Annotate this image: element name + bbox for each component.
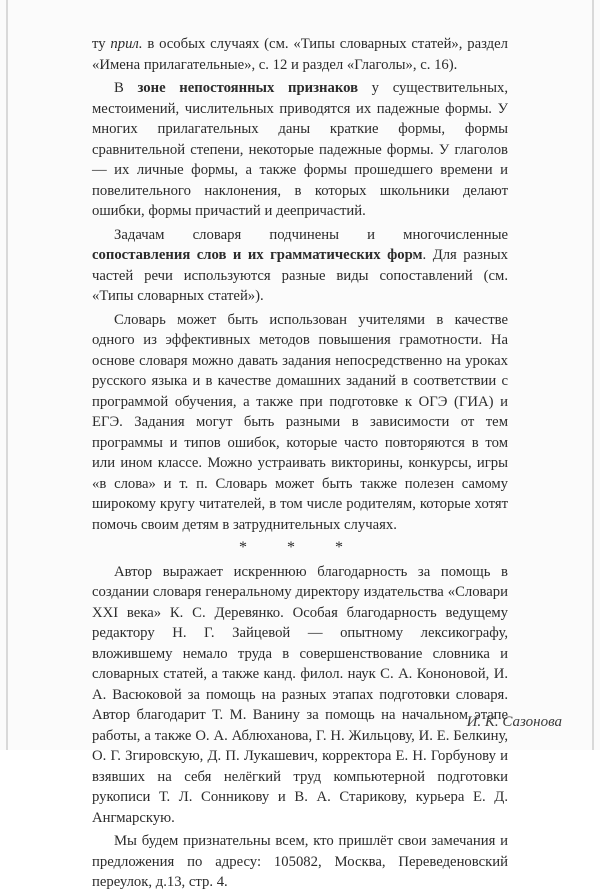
body-text xyxy=(92,34,508,893)
author-signature: И. К. Сазонова xyxy=(466,714,562,730)
paragraph-acknowledgements: Автор выражает искреннюю благодарность за помощь в создании словаря генеральному директору издательства «Словари XXI века» К. С. Деревянко. Особая благодарность ведущему редактору Н. Г. Зайцевой — опытному лексикографу, вложившему немало труда в совершенствование словника и словарных статей, а также канд. филол. наук С. А. Кононовой, И. А. Васюковой за помощь на разных этапах подготовки словаря. Автор благодарит Т. М. Ванину за помощь на начальном этапе работы, а также О. А. Аблюханова, Г. Н. Жильцову, И. Е. Белкину, О. Г. Згировскую, Д. П. Лукашевич, корректора Е. Н. Горбунову и взявших на себя нелёгкий труд компьютерной подготовки рукописи Т. Л. Сонникову и В. А. Старикову, курьера Е. Д. Ангмарскую. xyxy=(92,563,508,826)
paragraph-usage: Словарь может быть использован учителями в качестве одного из эффективных методов повышения грамотности. На основе словаря можно давать задания непосредственно на уроках русского языка и в качестве домашних заданий в соответствии с программой обучения, а также при подготовке к ОГЭ (ГИА) и ЕГЭ. Задания могут быть разными в зависимости от тем программы и типов ошибок, которые часто повторяются в том или ином классе. Можно устраивать викторины, конкурсы, игры «в слова» и т. п. Словарь может быть также полезен самому широкому кругу читателей, в том числе родителям, которые хотят помочь своим детям в затруднительных случаях. xyxy=(92,311,508,533)
paragraph-variable-features xyxy=(92,78,508,222)
section-separator: * * * xyxy=(239,539,361,556)
page-edge-left xyxy=(6,0,8,750)
bold-term: зоне непостоянных признаков xyxy=(137,80,359,96)
text-run: В xyxy=(114,80,138,96)
text-run: Задачам словаря подчинены и многочисленные xyxy=(114,226,508,243)
text-run: . Для разных частей речи используются разные виды сопоставлений (см. «Типы словарных статей»). xyxy=(92,247,508,304)
bold-term: сопоставления слов и их грамматических форм xyxy=(92,247,423,263)
text-run: ту xyxy=(92,36,111,52)
abbreviation-italic: прил. xyxy=(110,36,143,52)
text-run: у существительных, местоимений, числительных приводятся их падежные формы. У многих прилагательных даны краткие формы, формы сравнительной степени, некоторые падежные формы. У глаголов — их личные формы, а также формы прошедшего времени и повелительного наклонения, в которых школьники делают ошибки, формы причастий и деепричастий. xyxy=(92,80,509,219)
paragraph-comparisons xyxy=(92,225,508,307)
paragraph-continuation xyxy=(92,34,508,75)
paragraph-feedback: Мы будем признательны всем, кто пришлёт свои замечания и предложения по адресу: 105082, Москва, Переведеновский переулок, д.13, стр. 4. xyxy=(92,833,508,890)
page-edge-right xyxy=(592,0,594,750)
text-run: в особых случаях (см. «Типы словарных статей», раздел «Имена прилагательные», с. 12 и раздел «Глаголы», с. 16). xyxy=(92,36,508,73)
